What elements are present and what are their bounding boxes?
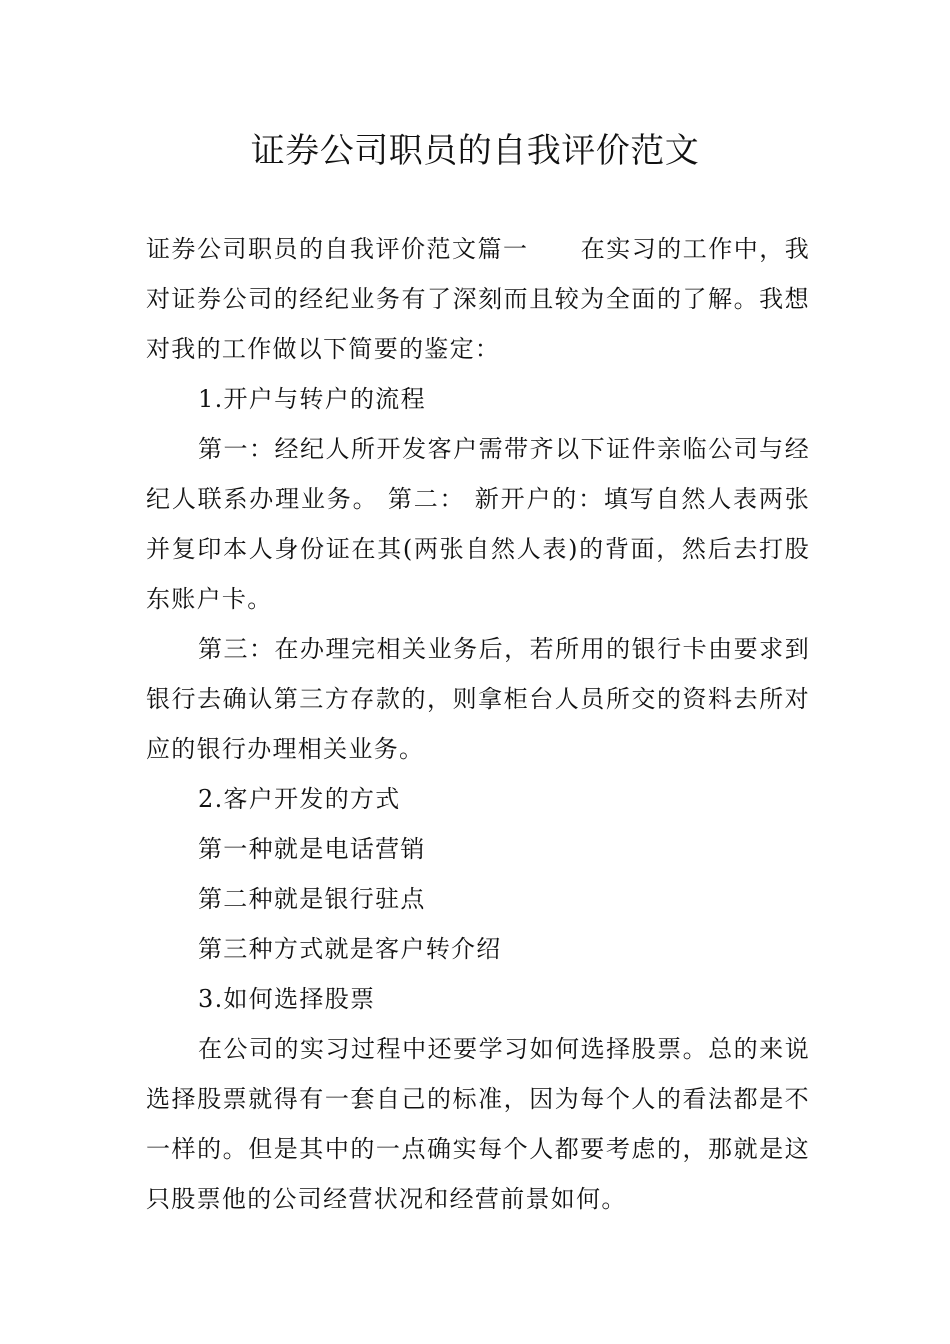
paragraph-step-3: 第三：在办理完相关业务后，若所用的银行卡由要求到银行去确认第三方存款的，则拿柜台人员所交的资料去所对应的银行办理相关业务。 <box>146 635 810 763</box>
paragraph-stock-selection: 在公司的实习过程中还要学习如何选择股票。总的来说选择股票就得有一套自己的标准，因为每个人的看法都是不一样的。但是其中的一点确实每个人都要考虑的，那就是这只股票他的公司经营状况和经营前景如何。 <box>146 1035 810 1213</box>
subheading-3: 3.如何选择股票 <box>198 985 376 1013</box>
intro-paragraph <box>146 224 810 374</box>
list-item-method-2: 第二种就是银行驻点 <box>198 885 426 913</box>
intro-text: 在实习的工作中，我对证券公司的经纪业务有了深刻而且较为全面的了解。我想对我的工作做以下简要的鉴定： <box>146 235 810 363</box>
paragraph-step-1-2: 第一：经纪人所开发客户需带齐以下证件亲临公司与经纪人联系办理业务。 第二： 新开户的：填写自然人表两张并复印本人身份证在其(两张自然人表)的背面，然后去打股东账户卡。 <box>146 435 810 613</box>
subheading-1: 1.开户与转户的流程 <box>198 385 426 413</box>
list-item-method-3: 第三种方式就是客户转介绍 <box>198 935 502 963</box>
document-body <box>146 224 810 1224</box>
document-title: 证券公司职员的自我评价范文 <box>250 131 700 171</box>
section-heading: 证券公司职员的自我评价范文篇一 <box>146 235 529 263</box>
subheading-2: 2.客户开发的方式 <box>198 785 401 813</box>
list-item-method-1: 第一种就是电话营销 <box>198 835 426 863</box>
